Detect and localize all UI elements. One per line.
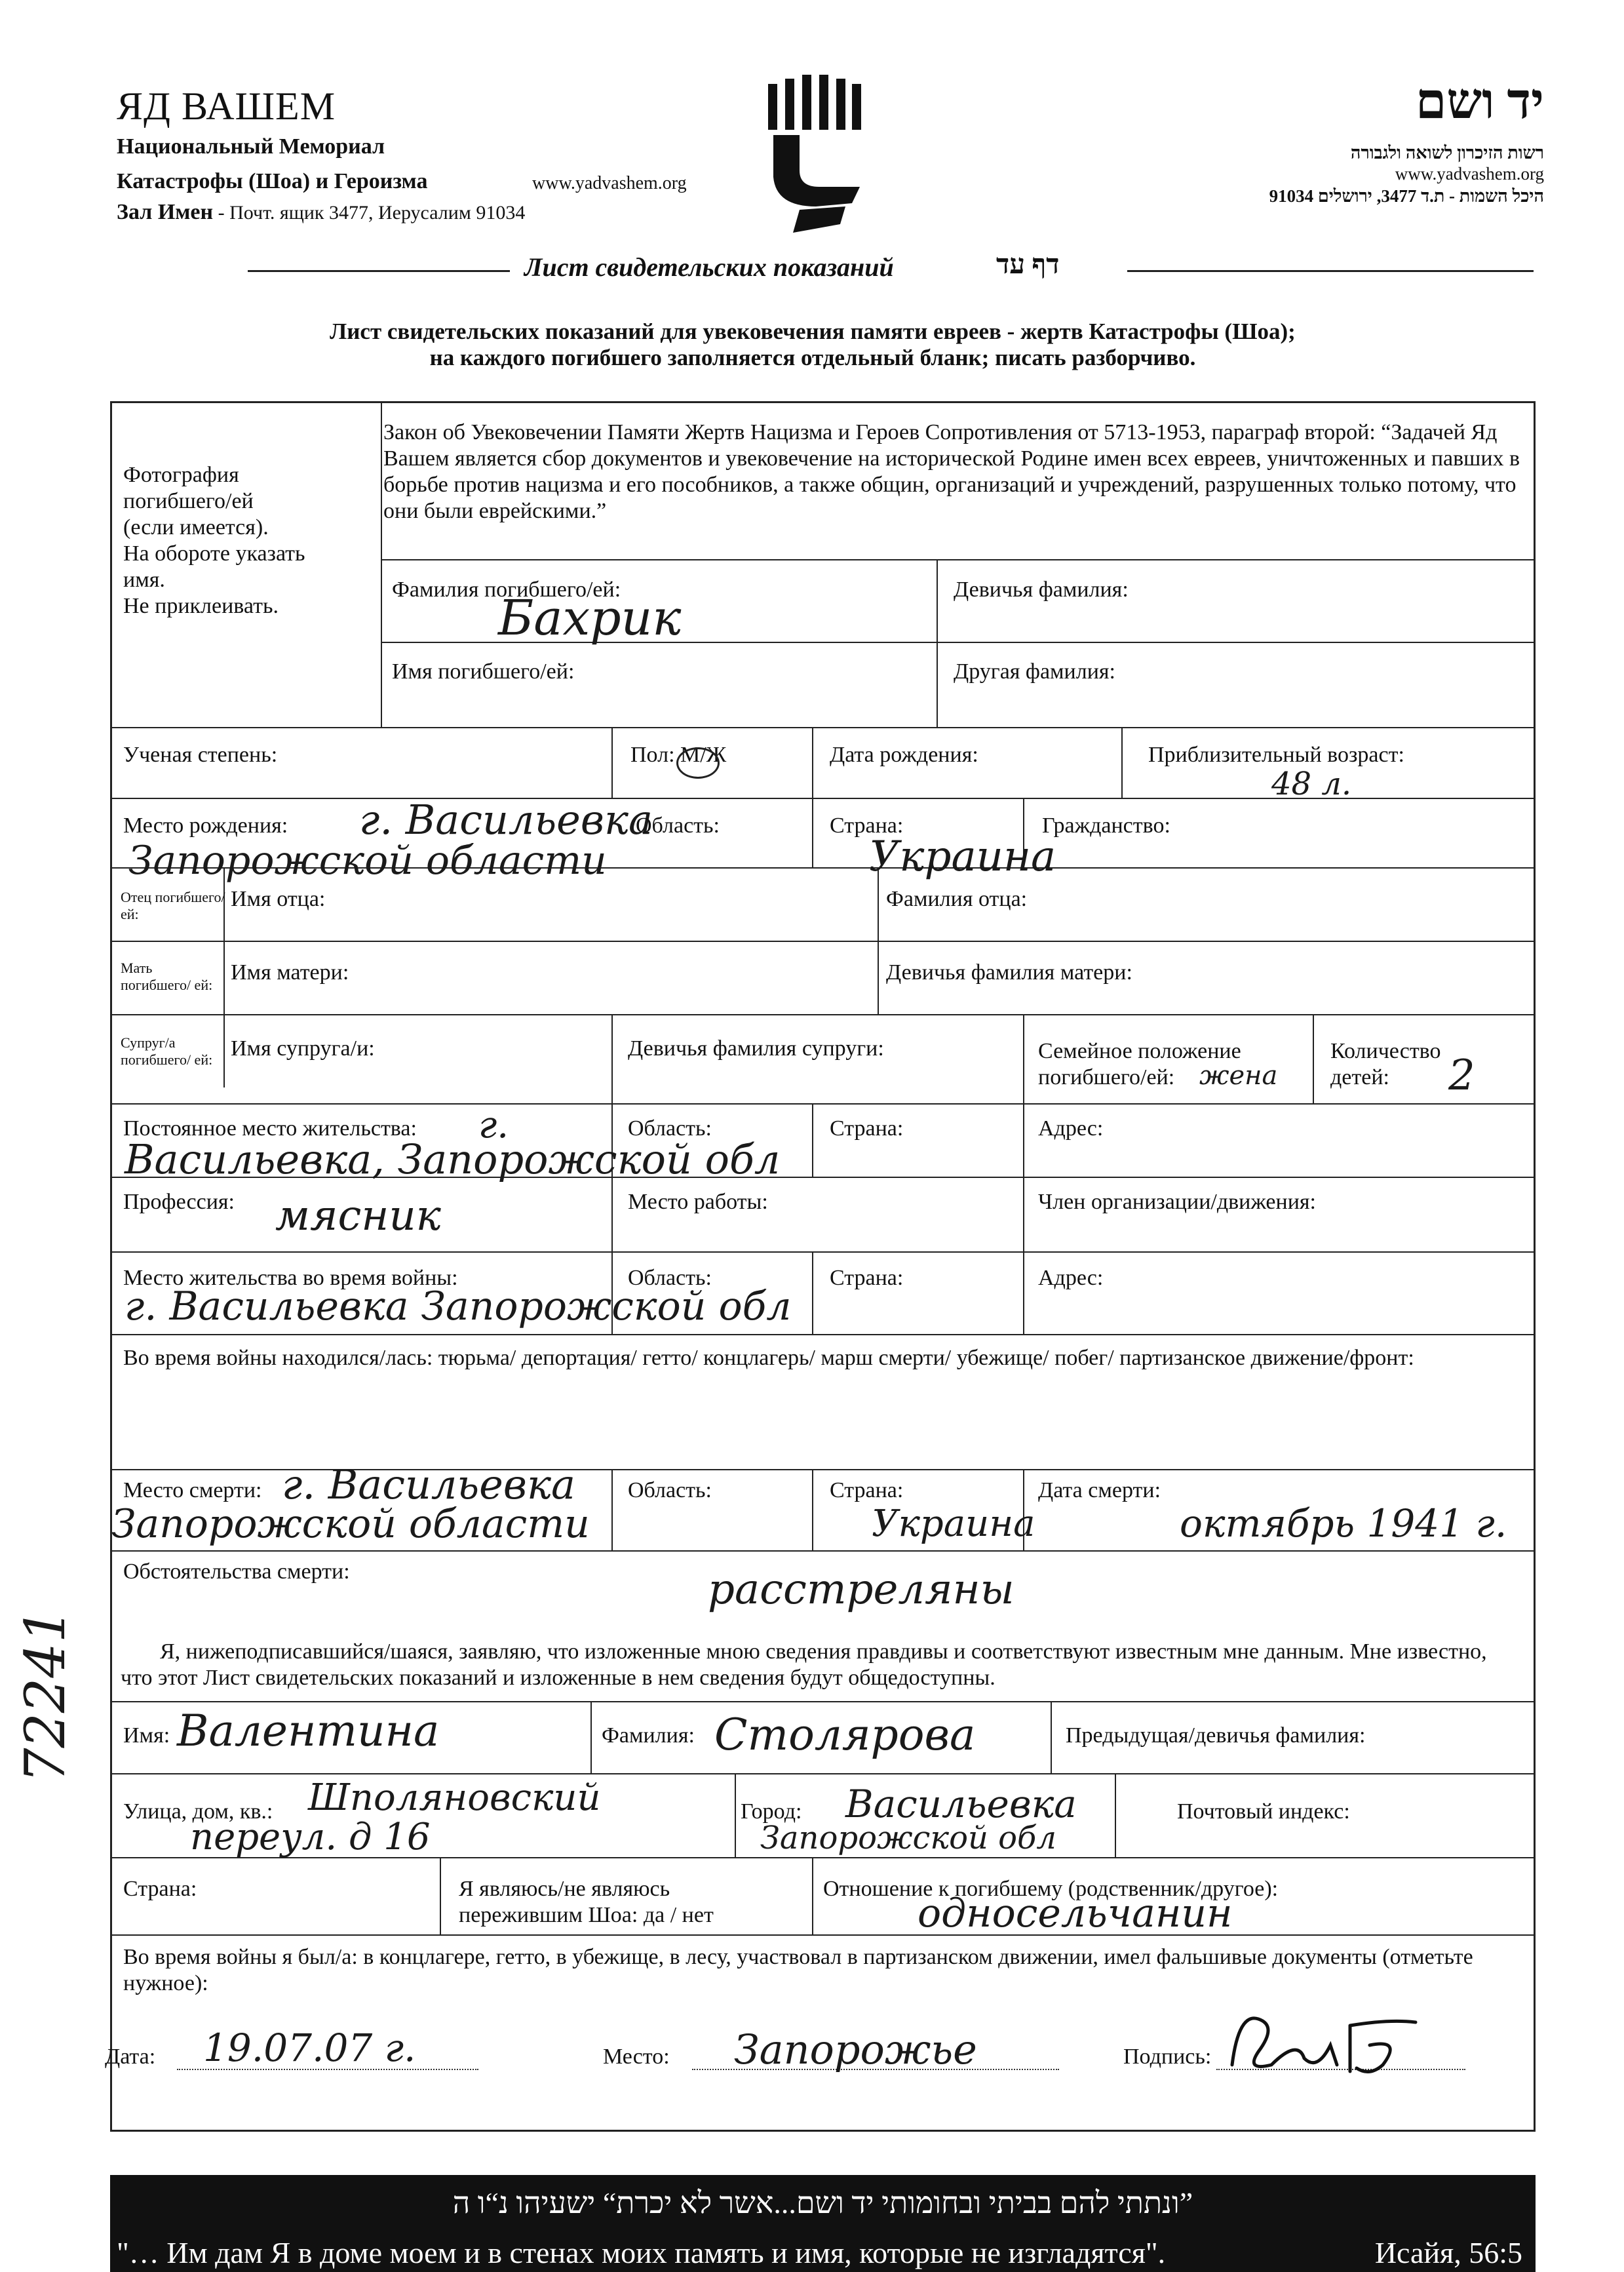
approx-age-value[interactable]: 48 л. [1271,766,1352,802]
witness-city-value-1[interactable]: Васильевка [845,1782,1077,1826]
birth-date-label: Дата рождения: [830,743,978,767]
surname-value[interactable]: Бахрик [498,590,682,646]
father-name-label: Имя отца: [231,887,326,911]
profession-label: Профессия: [123,1190,235,1214]
member-org-label: Член организации/движения: [1038,1190,1316,1214]
footer-quote-bar [110,2175,1536,2272]
marital-status-label: Семейное положение погибшего/ей: [1038,1039,1241,1089]
footer-quote-ref: Исайя, 56:5 [1374,2236,1522,2269]
first-name-label: Имя погибшего/ей: [392,659,575,684]
side-record-number: 72241 [13,1607,77,1783]
other-surname-label: Другая фамилия: [954,659,1115,684]
footer-quote-he: ”ונתתי להם בביתי ובחומותי יד ושם...אשר לא יכרת“ ישעיהו נ“ו ה [452,2186,1193,2220]
memorial-title-he: יד ושם [1415,74,1544,129]
profession-value[interactable]: мясник [275,1192,441,1240]
war-residence-label: Место жительства во время войны: [123,1266,458,1290]
witness-prev-surname-label: Предыдущая/девичья фамилия: [1066,1723,1366,1748]
death-place-value-1[interactable]: г. Васильевка [282,1460,575,1508]
witness-city-label: Город: [741,1799,802,1824]
maiden-name-label: Девичья фамилия: [954,578,1129,602]
birth-region-label: Область: [636,813,720,838]
birth-place-label: Место рождения: [123,813,288,838]
war-region-label: Область: [628,1266,712,1290]
witness-name-value[interactable]: Валентина [177,1706,440,1756]
signature-image [1219,1999,1435,2085]
witness-street-value-2[interactable]: переул. д 16 [190,1816,431,1858]
witness-survivor-label: Я являюсь/не являюсь пережившим Шоа: да / нет [459,1877,714,1927]
residence-city-prefix[interactable]: г. [478,1104,509,1146]
birth-place-value-1[interactable]: г. Васильевка [359,796,653,844]
approx-age-label: Приблизительный возраст: [1148,743,1404,767]
death-circumstances-value[interactable]: расстреляны [708,1565,1015,1614]
memorial-subtitle-he: רשות הזיכרון לשואה ולגבורה [1350,143,1544,163]
date-label: Дата: [105,2045,156,2069]
surname-label: Фамилия погибшего/ей: [392,578,621,602]
war-country-label: Страна: [830,1266,904,1290]
death-country-value[interactable]: Украина [872,1502,1035,1545]
marital-status-value[interactable]: жена [1199,1061,1278,1091]
witness-country-label: Страна: [123,1877,197,1901]
memorial-subtitle-1: Национальный Мемориал [117,134,385,159]
death-date-value[interactable]: октябрь 1941 г. [1180,1501,1507,1546]
witness-relation-label: Отношение к погибшему (родственник/другое): [823,1877,1279,1901]
title-rule-left [248,270,510,272]
spouse-name-label: Имя супруга/и: [231,1036,375,1061]
mother-side-label: Мать погибшего/ ей: [121,960,213,993]
hall-of-names-line: Зал Имен - Почт. ящик 3477, Иерусалим 91034 [117,200,526,224]
death-circumstances-label: Обстоятельства смерти: [123,1559,350,1584]
death-place-label: Место смерти: [123,1478,262,1502]
spouse-maiden-label: Девичья фамилия супруги: [628,1036,884,1061]
citizenship-label: Гражданство: [1042,813,1170,838]
witness-name-label: Имя: [123,1723,170,1748]
death-date-label: Дата смерти: [1038,1478,1161,1502]
signature-label: Подпись: [1123,2045,1212,2069]
mother-maiden-label: Девичья фамилия матери: [886,960,1132,985]
sex-label: Пол: М/Ж [630,743,727,767]
residence-address-label: Адрес: [1038,1116,1104,1141]
memorial-url-ru: www.yadvashem.org [532,173,687,193]
residence-value[interactable]: Васильевка, Запорожской обл [125,1135,781,1183]
photo-instructions: Фотография погибшего/ей (если имеется). На обороте указать имя. Не приклеивать. [123,463,305,618]
place-value[interactable]: Запорожье [734,2026,977,2073]
death-region-label: Область: [628,1478,712,1502]
witness-street-label: Улица, дом, кв.: [123,1799,273,1824]
residence-region-label: Область: [628,1116,712,1141]
date-value[interactable]: 19.07.07 г. [203,2026,416,2070]
residence-country-label: Страна: [830,1116,904,1141]
birth-place-value-2[interactable]: Запорожской области [128,838,607,884]
spouse-side-label: Супруг/а погибшего/ ей: [121,1034,213,1068]
declaration-text: Я, нижеподписавшийся/шаяся, заявляю, что изложенные мною сведения правдивы и соответствуют известным мне данным. Мне известно, что этот Лист свидетельских показаний и изложенные в нем сведения будут общедоступны. [121,1639,1487,1690]
children-count-label: Количество детей: [1330,1039,1441,1089]
witness-surname-label: Фамилия: [602,1723,695,1748]
witness-city-value-2[interactable]: Запорожской обл [760,1820,1056,1856]
sex-circle-mark [676,747,720,779]
witness-war-label: Во время войны я был/а: в концлагере, гетто, в убежище, в лесу, участвовал в партизанском движении, имел фальшивые документы (отметьте нужное): [123,1945,1473,1995]
witness-street-value-1[interactable]: Шполяновский [308,1776,601,1819]
father-surname-label: Фамилия отца: [886,887,1028,911]
hall-of-names-he: היכל השמות - ת.ד 3477, ירושלים 91034 [1269,186,1544,206]
intro-line-1: Лист свидетельских показаний для увековечения памяти евреев - жертв Катастрофы (Шоа); [330,319,1296,344]
birth-country-value[interactable]: Украина [869,832,1056,881]
title-rule-right [1127,270,1534,272]
witness-surname-value[interactable]: Столярова [714,1710,976,1760]
workplace-label: Место работы: [628,1190,768,1214]
war-residence-value[interactable]: г. Васильевка Запорожской обл [125,1283,792,1329]
witness-zip-label: Почтовый индекс: [1177,1799,1350,1824]
yad-vashem-logo [754,72,872,236]
degree-label: Ученая степень: [123,743,278,767]
birth-country-label: Страна: [830,813,904,838]
father-side-label: Отец погибшего/ ей: [121,889,225,922]
mother-name-label: Имя матери: [231,960,349,985]
memorial-url-he: www.yadvashem.org [1395,164,1544,184]
form-title: Лист свидетельских показаний [524,252,894,282]
war-address-label: Адрес: [1038,1266,1104,1290]
war-status-label: Во время войны находился/лась: тюрьма/ депортация/ гетто/ концлагерь/ марш смерти/ убежище/ побег/ партизанское движение/фронт: [123,1346,1414,1370]
law-paragraph: Закон об Увековечении Памяти Жертв Нацизма и Героев Сопротивления от 5713-1953, параграф второй: “Задачей Яд Вашем является сбор документов и увековечение на исторической Родине имен всех евреев, уничтоженных и павших в борьбе против нацизма и его пособников, а также общин, организаций и учреждений, разрушенных только потому, что они были еврейскими.” [383,420,1520,523]
death-place-value-2[interactable]: Запорожской области [111,1501,590,1547]
memorial-subtitle-2: Катастрофы (Шоа) и Героизма [117,169,428,193]
footer-quote-ru: "… Им дам Я в доме моем и в стенах моих память и имя, которые не изгладятся". [117,2236,1166,2269]
children-count-value[interactable]: 2 [1448,1051,1475,1100]
death-country-label: Страна: [830,1478,904,1502]
witness-relation-value[interactable]: односельчанин [918,1890,1233,1936]
memorial-title-ru: ЯД ВАШЕМ [117,85,336,128]
place-label: Место: [603,2045,670,2069]
form-title-he: דף עד [996,250,1060,280]
residence-label: Постоянное место жительства: [123,1116,417,1141]
intro-line-2: на каждого погибшего заполняется отдельный бланк; писать разборчиво. [429,345,1196,370]
